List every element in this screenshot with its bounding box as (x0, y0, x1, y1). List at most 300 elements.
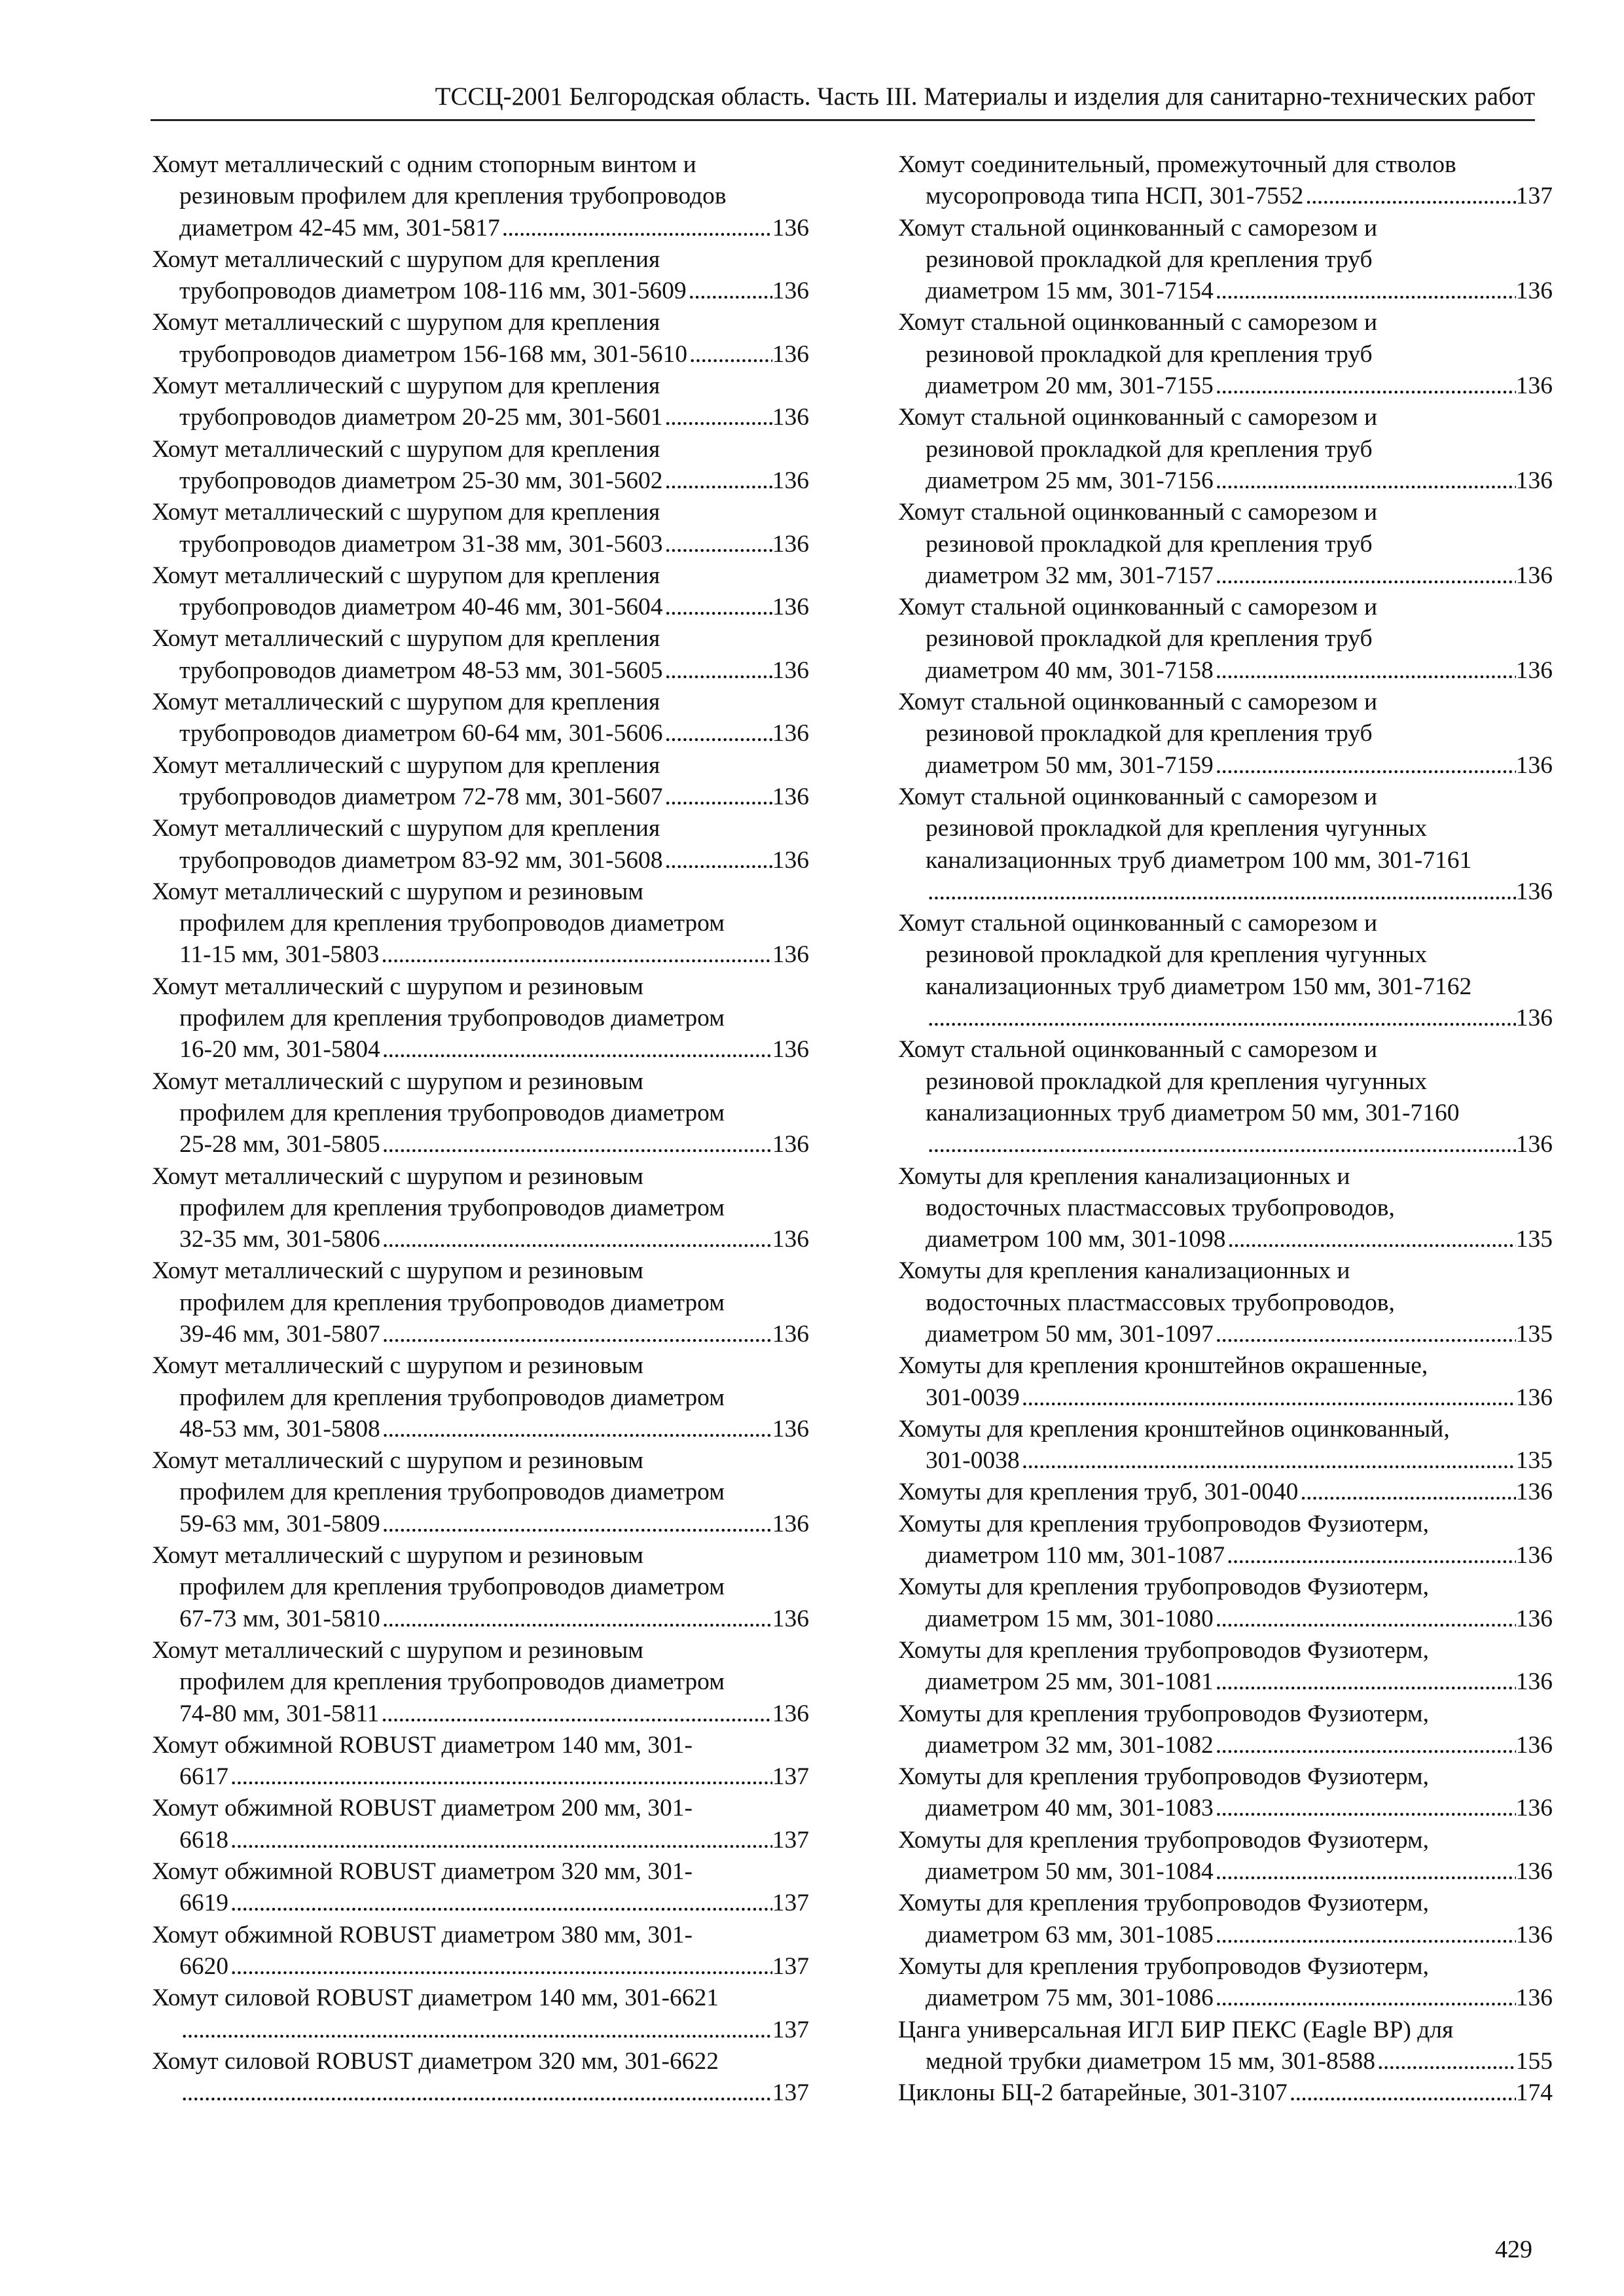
index-entry-page-number: 137 (772, 1763, 809, 1791)
dot-leader (1020, 1445, 1516, 1477)
dot-leader (500, 213, 772, 244)
index-entry-text: 6619 (179, 1890, 228, 1917)
index-entry-page-number: 136 (1515, 1668, 1553, 1696)
index-entry (152, 1161, 809, 1256)
dot-leader (228, 1761, 772, 1793)
index-entry-text: Хомут обжимной ROBUST диаметром 380 мм, 301- (152, 1921, 693, 1948)
index-entry (152, 1793, 809, 1856)
dot-leader (663, 718, 772, 749)
index-entry-text: Хомуты для крепления кронштейнов оцинкованный, (898, 1415, 1450, 1443)
index-entry-text: Цанга универсальная ИГЛ БИР ПЕКС (Eagle BP) для (898, 2016, 1454, 2043)
index-entry-last-line (898, 1477, 1553, 1508)
index-entry-text: Хомуты для крепления трубопроводов Фузиотерм, (898, 1573, 1430, 1601)
index-entry-text: Хомуты для крепления трубопроводов Фузиотерм, (898, 1700, 1430, 1727)
dot-leader (1020, 1382, 1516, 1414)
index-entry-text: Хомуты для крепления трубопроводов Фузиотерм, (898, 1826, 1430, 1854)
index-entry-text: диаметром 63 мм, 301-1085 (926, 1921, 1214, 1948)
index-entry-text: Хомут металлический с шурупом для крепления (152, 245, 660, 273)
index-entry-text: Хомут стальной оцинкованный с саморезом и (898, 689, 1378, 716)
index-entry-text: трубопроводов диаметром 25-30 мм, 301-5602 (179, 467, 663, 494)
index-entry-page-number: 136 (772, 1320, 809, 1348)
index-entry-text: профилем для крепления трубопроводов диаметром (179, 1289, 725, 1316)
index-entry-page-number: 136 (772, 656, 809, 684)
index-entry-last-line (898, 1319, 1553, 1350)
index-entry-page-number: 136 (1515, 372, 1553, 400)
dot-leader (380, 1319, 772, 1350)
index-entry-text: мусоропровода типа НСП, 301-7552 (926, 183, 1304, 210)
index-entry-text: резиновой прокладкой для крепления чугунных (926, 941, 1427, 969)
page-number: 429 (1495, 2236, 1532, 2263)
index-entry-text: 32-35 мм, 301-5806 (179, 1226, 380, 1253)
index-entry-text: Хомут обжимной ROBUST диаметром 320 мм, 301- (152, 1858, 693, 1886)
index-entry-text: Циклоны БЦ-2 батарейные, 301-3107 (898, 2079, 1288, 2107)
index-entry-text: Хомут металлический с шурупом для крепления (152, 562, 660, 589)
index-entry-page-number: 136 (1515, 878, 1553, 905)
index-entry-text: 16-20 мм, 301-5804 (179, 1036, 380, 1064)
index-entry-text: трубопроводов диаметром 20-25 мм, 301-5601 (179, 404, 663, 431)
index-entry (152, 750, 809, 814)
index-entry-text: 6620 (179, 1952, 228, 1980)
index-entry-page-number: 136 (1515, 1542, 1553, 1570)
index-entry-text: 25-28 мм, 301-5805 (179, 1131, 380, 1158)
index-entry-text: 11-15 мм, 301-5803 (179, 941, 380, 969)
dot-leader (926, 876, 1516, 908)
index-entry-text: Хомуты для крепления канализационных и (898, 1257, 1350, 1285)
index-entry (898, 687, 1553, 781)
index-entry-page-number: 136 (772, 1605, 809, 1632)
index-entry-text: 67-73 мм, 301-5810 (179, 1605, 380, 1632)
index-entry (152, 687, 809, 750)
index-entry (152, 560, 809, 624)
index-entry-page-number: 137 (772, 1826, 809, 1854)
dot-leader (663, 781, 772, 813)
index-entry (152, 1635, 809, 1730)
index-entry-last-line (152, 2077, 809, 2109)
index-entry (898, 1034, 1553, 1160)
index-entry-last-line (898, 1666, 1553, 1698)
index-entry-text: 74-80 мм, 301-5811 (179, 1700, 380, 1727)
index-entry-text: диаметром 100 мм, 301-1098 (926, 1226, 1226, 1253)
index-entry (898, 1414, 1553, 1477)
index-entry-page-number: 136 (1515, 751, 1553, 779)
index-entry (898, 2015, 1553, 2078)
index-entry (152, 307, 809, 370)
index-entry (152, 1730, 809, 1793)
index-entry-text: Хомут обжимной ROBUST диаметром 200 мм, 301- (152, 1795, 693, 1822)
index-entry-last-line (152, 529, 809, 560)
index-entry-text: Хомуты для крепления трубопроводов Фузиотерм, (898, 1510, 1430, 1537)
dot-leader (1214, 370, 1516, 402)
index-entry-text: профилем для крепления трубопроводов диаметром (179, 1573, 725, 1601)
index-entry-text: Хомут силовой ROBUST диаметром 140 мм, 301-6621 (152, 1984, 719, 2012)
index-entry-text: диаметром 32 мм, 301-1082 (926, 1731, 1214, 1759)
index-entry-text: Хомут металлический с шурупом для крепления (152, 309, 660, 336)
index-entry-text: Хомут металлический с шурупом и резиновым (152, 973, 643, 1000)
index-entry-last-line (898, 1856, 1553, 1888)
index-entry-page-number: 137 (772, 2079, 809, 2107)
index-entry-page-number: 136 (1515, 278, 1553, 305)
index-entry (898, 1888, 1553, 1951)
index-entry-last-line (898, 370, 1553, 402)
index-entry-page-number: 155 (1515, 2047, 1553, 2075)
dot-leader (379, 939, 772, 971)
index-entry-page-number: 136 (772, 404, 809, 431)
index-entry-text: Хомут соединительный, промежуточный для стволов (898, 151, 1456, 178)
index-entry (898, 1825, 1553, 1888)
index-entry-text: Хомут металлический с шурупом для крепления (152, 815, 660, 842)
index-entry-text: резиновой прокладкой для крепления труб (926, 720, 1373, 747)
index-entry (152, 971, 809, 1066)
index-entry-last-line (152, 655, 809, 687)
index-entry-last-line (898, 876, 1553, 908)
index-entry-page-number: 136 (772, 278, 809, 305)
index-entry-text: канализационных труб диаметром 50 мм, 301-7160 (926, 1099, 1460, 1126)
index-entry-text: Хомут металлический с шурупом и резиновым (152, 1447, 643, 1475)
index-entry-text: диаметром 50 мм, 301-1097 (926, 1320, 1214, 1348)
index-entry-text: водосточных пластмассовых трубопроводов, (926, 1289, 1395, 1316)
dot-leader (1214, 750, 1516, 781)
index-entry-text: 39-46 мм, 301-5807 (179, 1320, 380, 1348)
dot-leader (687, 276, 772, 307)
index-entry-page-number: 137 (772, 1952, 809, 1980)
index-entry-page-number: 174 (1515, 2079, 1553, 2107)
dot-leader (228, 1888, 772, 1919)
index-entry-page-number: 136 (772, 214, 809, 242)
index-entry-text: диаметром 50 мм, 301-1084 (926, 1858, 1214, 1886)
index-entry-text: 6617 (179, 1763, 228, 1791)
index-entry-page-number: 135 (1515, 1447, 1553, 1475)
index-entry-last-line (152, 213, 809, 244)
index-entry (898, 1350, 1553, 1414)
index-entry-text: Хомут металлический с шурупом и резиновым (152, 1636, 643, 1664)
index-entry-text: Хомут металлический с шурупом и резиновым (152, 1352, 643, 1380)
dot-leader (663, 592, 772, 623)
index-entry-page-number: 136 (772, 1700, 809, 1727)
dot-leader (1214, 1920, 1516, 1951)
dot-leader (663, 402, 772, 433)
index-entry-text: резиновой прокладкой для крепления чугунных (926, 815, 1427, 842)
index-entry-text: диаметром 42-45 мм, 301-5817 (179, 214, 500, 242)
index-entry (898, 1635, 1553, 1698)
index-entry-last-line (898, 1604, 1553, 1635)
index-entry-text: Хомут металлический с шурупом и резиновым (152, 1067, 643, 1095)
index-entry-text: резиновой прокладкой для крепления труб (926, 625, 1373, 653)
index-entry-text: профилем для крепления трубопроводов диаметром (179, 1384, 725, 1411)
index-entry-page-number: 136 (772, 467, 809, 494)
dot-leader (926, 1129, 1516, 1160)
index-entry-last-line (898, 655, 1553, 687)
dot-leader (1214, 1793, 1516, 1824)
index-entry-last-line (898, 1793, 1553, 1824)
index-entry-last-line (152, 592, 809, 623)
index-entry-text: Хомуты для крепления трубопроводов Фузиотерм, (898, 1890, 1430, 1917)
index-entry (152, 1856, 809, 1920)
index-entry-last-line (898, 276, 1553, 307)
index-entry-text: трубопроводов диаметром 83-92 мм, 301-5608 (179, 846, 663, 874)
index-entry-text: Хомут стальной оцинкованный с саморезом и (898, 499, 1378, 526)
dot-leader (1214, 1319, 1516, 1350)
index-entry-text: трубопроводов диаметром 72-78 мм, 301-5607 (179, 783, 663, 810)
index-entry-page-number: 136 (1515, 1605, 1553, 1632)
index-entry-text: Хомут металлический с шурупом и резиновым (152, 1257, 643, 1285)
index-entry-page-number: 136 (1515, 1731, 1553, 1759)
index-entry-text: диаметром 110 мм, 301-1087 (926, 1542, 1225, 1570)
index-entry-text: водосточных пластмассовых трубопроводов, (926, 1194, 1395, 1221)
index-entry-last-line (152, 402, 809, 433)
dot-leader (926, 1003, 1516, 1034)
index-entry (152, 1982, 809, 2046)
index-entry-last-line (898, 1224, 1553, 1255)
index-entry-last-line (898, 1129, 1553, 1160)
index-entry-text: профилем для крепления трубопроводов диаметром (179, 1005, 725, 1032)
index-entry-last-line (898, 1920, 1553, 1951)
index-entry (152, 1920, 809, 1983)
index-entry-text: трубопроводов диаметром 31-38 мм, 301-5603 (179, 530, 663, 558)
index-entry-text: Хомут стальной оцинкованный с саморезом и (898, 594, 1378, 621)
index-entry-page-number: 136 (772, 846, 809, 874)
dot-leader (687, 339, 772, 370)
index-entry-page-number: 136 (1515, 656, 1553, 684)
index-entry-text: диаметром 75 мм, 301-1086 (926, 1984, 1214, 2012)
dot-leader (1214, 655, 1516, 687)
index-entry-text: Хомут металлический с одним стопорным винтом и (152, 151, 696, 178)
index-entry-text: 6618 (179, 1826, 228, 1854)
index-entry-text: профилем для крепления трубопроводов диаметром (179, 1479, 725, 1506)
index-entry-text: Хомут стальной оцинкованный с саморезом и (898, 910, 1378, 937)
index-entry-last-line (152, 1034, 809, 1066)
index-entry (898, 1761, 1553, 1825)
index-entry (898, 307, 1553, 402)
index-entry-page-number: 136 (1515, 1131, 1553, 1158)
index-entry-text: 301-0039 (926, 1384, 1020, 1411)
index-column-left (152, 149, 809, 2109)
dot-leader (1214, 276, 1516, 307)
dot-leader (380, 1129, 772, 1160)
index-entry-page-number: 136 (1515, 1384, 1553, 1411)
index-entry-page-number: 136 (1515, 562, 1553, 589)
index-entry (898, 1951, 1553, 2015)
index-entry-text: Хомуты для крепления канализационных и (898, 1162, 1350, 1190)
index-entry-text: Хомут металлический с шурупом для крепления (152, 625, 660, 653)
dot-leader (380, 1224, 772, 1255)
index-entry-page-number: 136 (772, 1036, 809, 1064)
index-entry-last-line (152, 276, 809, 307)
index-entry-page-number: 136 (772, 720, 809, 747)
index-entry-page-number: 137 (1515, 183, 1553, 210)
index-entry (898, 402, 1553, 497)
index-entry-text: резиновой прокладкой для крепления труб (926, 435, 1373, 463)
index-entry (152, 497, 809, 560)
index-entry (152, 370, 809, 434)
index-entry-page-number: 137 (772, 1890, 809, 1917)
index-entry-last-line (152, 845, 809, 876)
index-entry-last-line (898, 1003, 1553, 1034)
index-entry-text: диаметром 32 мм, 301-7157 (926, 562, 1214, 589)
index-entry-text: диаметром 50 мм, 301-7159 (926, 751, 1214, 779)
index-entry (898, 1477, 1553, 1508)
dot-leader (1303, 181, 1515, 212)
index-entry-last-line (152, 1414, 809, 1445)
index-entry-text: Хомут металлический с шурупом для крепления (152, 372, 660, 400)
index-entry-page-number: 136 (1515, 1795, 1553, 1822)
dot-leader (1214, 1604, 1516, 1635)
index-entry (898, 908, 1553, 1034)
index-entry (152, 1255, 809, 1350)
index-entry-last-line (152, 718, 809, 749)
index-entry-last-line (152, 1951, 809, 1982)
index-entry-text: Хомут металлический с шурупом для крепления (152, 751, 660, 779)
index-entry-text: профилем для крепления трубопроводов диаметром (179, 1099, 725, 1126)
index-entry-text: Хомуты для крепления кронштейнов окрашенные, (898, 1352, 1428, 1380)
index-entry-last-line (152, 1761, 809, 1793)
index-entry (898, 149, 1553, 213)
index-entry-text: профилем для крепления трубопроводов диаметром (179, 910, 725, 937)
index-entry-text: резиновой прокладкой для крепления труб (926, 530, 1373, 558)
index-entry-text: Хомуты для крепления трубопроводов Фузиотерм, (898, 1763, 1430, 1791)
dot-leader (1214, 465, 1516, 497)
index-entry-page-number: 136 (772, 1131, 809, 1158)
dot-leader (1214, 560, 1516, 592)
index-entry-text: Хомут стальной оцинкованный с саморезом и (898, 1036, 1378, 1064)
index-entry-last-line (898, 560, 1553, 592)
index-entry-text: Хомут обжимной ROBUST диаметром 140 мм, 301- (152, 1731, 693, 1759)
index-entry-text: медной трубки диаметром 15 мм, 301-8588 (926, 2047, 1376, 2075)
index-entry (152, 1066, 809, 1161)
index-entry-page-number: 136 (1515, 1921, 1553, 1948)
index-entry-text: Хомут металлический с шурупом и резиновым (152, 1542, 643, 1570)
index-entry-page-number: 136 (1515, 1479, 1553, 1506)
index-entry (898, 1698, 1553, 1762)
index-entry-text: Хомут стальной оцинкованный с саморезом и (898, 783, 1378, 810)
index-entry (152, 149, 809, 244)
index-entry-text: Хомуты для крепления труб, 301-0040 (898, 1479, 1299, 1506)
index-entry-page-number: 135 (1515, 1320, 1553, 1348)
index-entry (898, 497, 1553, 592)
dot-leader (380, 1034, 772, 1066)
index-entry-page-number: 136 (772, 594, 809, 621)
index-entry (898, 1255, 1553, 1350)
index-entry-page-number: 136 (772, 941, 809, 969)
index-entry-last-line (152, 781, 809, 813)
dot-leader (663, 655, 772, 687)
index-entry-last-line (898, 1382, 1553, 1414)
index-entry-text: трубопроводов диаметром 40-46 мм, 301-5604 (179, 594, 663, 621)
dot-leader (179, 2015, 772, 2046)
index-entry-text: Хомут стальной оцинкованный с саморезом и (898, 404, 1378, 431)
index-entry-text: Хомут силовой ROBUST диаметром 320 мм, 301-6622 (152, 2047, 719, 2075)
index-entry (152, 1350, 809, 1445)
index-entry-text: Хомут металлический с шурупом для крепления (152, 499, 660, 526)
index-entry (152, 1540, 809, 1635)
index-entry (152, 2046, 809, 2109)
index-entry-text: Хомут металлический с шурупом для крепления (152, 435, 660, 463)
index-entry-page-number: 136 (1515, 1005, 1553, 1032)
index-entry-text: 48-53 мм, 301-5808 (179, 1415, 380, 1443)
index-entry-text: 59-63 мм, 301-5809 (179, 1510, 380, 1537)
index-entry-last-line (898, 465, 1553, 497)
index-entry (152, 813, 809, 876)
dot-leader (228, 1825, 772, 1856)
index-entry (152, 434, 809, 497)
dot-leader (380, 1604, 772, 1635)
index-entry (898, 1161, 1553, 1256)
index-entry-text: канализационных труб диаметром 100 мм, 301-7161 (926, 846, 1472, 874)
index-entry-last-line (152, 1319, 809, 1350)
index-entry-text: Хомуты для крепления трубопроводов Фузиотерм, (898, 1636, 1430, 1664)
index-entry-page-number: 136 (1515, 467, 1553, 494)
index-entry-page-number: 136 (772, 1415, 809, 1443)
index-entry-text: профилем для крепления трубопроводов диаметром (179, 1668, 725, 1696)
index-entry-text: канализационных труб диаметром 150 мм, 301-7162 (926, 973, 1472, 1000)
index-entry (152, 1445, 809, 1540)
dot-leader (380, 1509, 772, 1540)
index-entry-last-line (898, 1540, 1553, 1571)
dot-leader (1225, 1540, 1516, 1571)
index-entry (898, 213, 1553, 308)
index-entry-text: диаметром 15 мм, 301-7154 (926, 278, 1214, 305)
index-entry-page-number: 136 (772, 530, 809, 558)
dot-leader (179, 2077, 772, 2109)
index-entry-text: диаметром 15 мм, 301-1080 (926, 1605, 1214, 1632)
index-entry (898, 592, 1553, 687)
index-entry-last-line (898, 1982, 1553, 2014)
index-entry-text: Хомут металлический с шурупом и резиновым (152, 878, 643, 905)
index-entry-text: трубопроводов диаметром 60-64 мм, 301-5606 (179, 720, 663, 747)
index-entry-page-number: 137 (772, 2016, 809, 2043)
index-entry-text: Хомут металлический с шурупом и резиновым (152, 1162, 643, 1190)
index-entry-page-number: 136 (772, 1226, 809, 1253)
dot-leader (1288, 2077, 1516, 2109)
dot-leader (1225, 1224, 1515, 1255)
index-entry-text: трубопроводов диаметром 108-116 мм, 301-5609 (179, 278, 687, 305)
index-entry-text: резиновым профилем для крепления трубопроводов (179, 183, 727, 210)
index-entry-text: Хомут металлический с шурупом для крепления (152, 689, 660, 716)
index-entry-page-number: 136 (1515, 1984, 1553, 2012)
index-entry-text: 301-0038 (926, 1447, 1020, 1475)
index-entry (898, 2077, 1553, 2109)
dot-leader (1214, 1730, 1516, 1761)
index-entry-text: трубопроводов диаметром 156-168 мм, 301-5610 (179, 340, 688, 368)
index-entry (152, 244, 809, 308)
dot-leader (1214, 1666, 1516, 1698)
index-entry-text: диаметром 25 мм, 301-1081 (926, 1668, 1214, 1696)
index-entry-text: диаметром 20 мм, 301-7155 (926, 372, 1214, 400)
index-entry-last-line (152, 1698, 809, 1730)
index-entry (898, 1571, 1553, 1635)
index-entry-last-line (898, 1445, 1553, 1477)
index-entry-text: диаметром 25 мм, 301-7156 (926, 467, 1214, 494)
index-entry-last-line (898, 750, 1553, 781)
index-entry-last-line (152, 1825, 809, 1856)
index-entry (898, 781, 1553, 908)
dot-leader (1214, 1982, 1516, 2014)
index-entry-text: Хомуты для крепления трубопроводов Фузиотерм, (898, 1952, 1430, 1980)
index-entry (152, 876, 809, 971)
dot-leader (379, 1698, 772, 1730)
dot-leader (1214, 1856, 1516, 1888)
index-entry-text: резиновой прокладкой для крепления труб (926, 245, 1373, 273)
index-entry-text: Хомут стальной оцинкованный с саморезом и (898, 214, 1378, 242)
index-entry-last-line (152, 939, 809, 971)
index-entry-last-line (152, 1509, 809, 1540)
dot-leader (228, 1951, 772, 1982)
index-entry-last-line (152, 1604, 809, 1635)
index-entry-last-line (152, 2015, 809, 2046)
index-entry-last-line (152, 1224, 809, 1255)
running-header: ТССЦ-2001 Белгородская область. Часть III. Материалы и изделия для санитарно-технических работ (151, 77, 1535, 121)
index-entry-last-line (152, 339, 809, 370)
index-entry-text: резиновой прокладкой для крепления труб (926, 340, 1373, 368)
